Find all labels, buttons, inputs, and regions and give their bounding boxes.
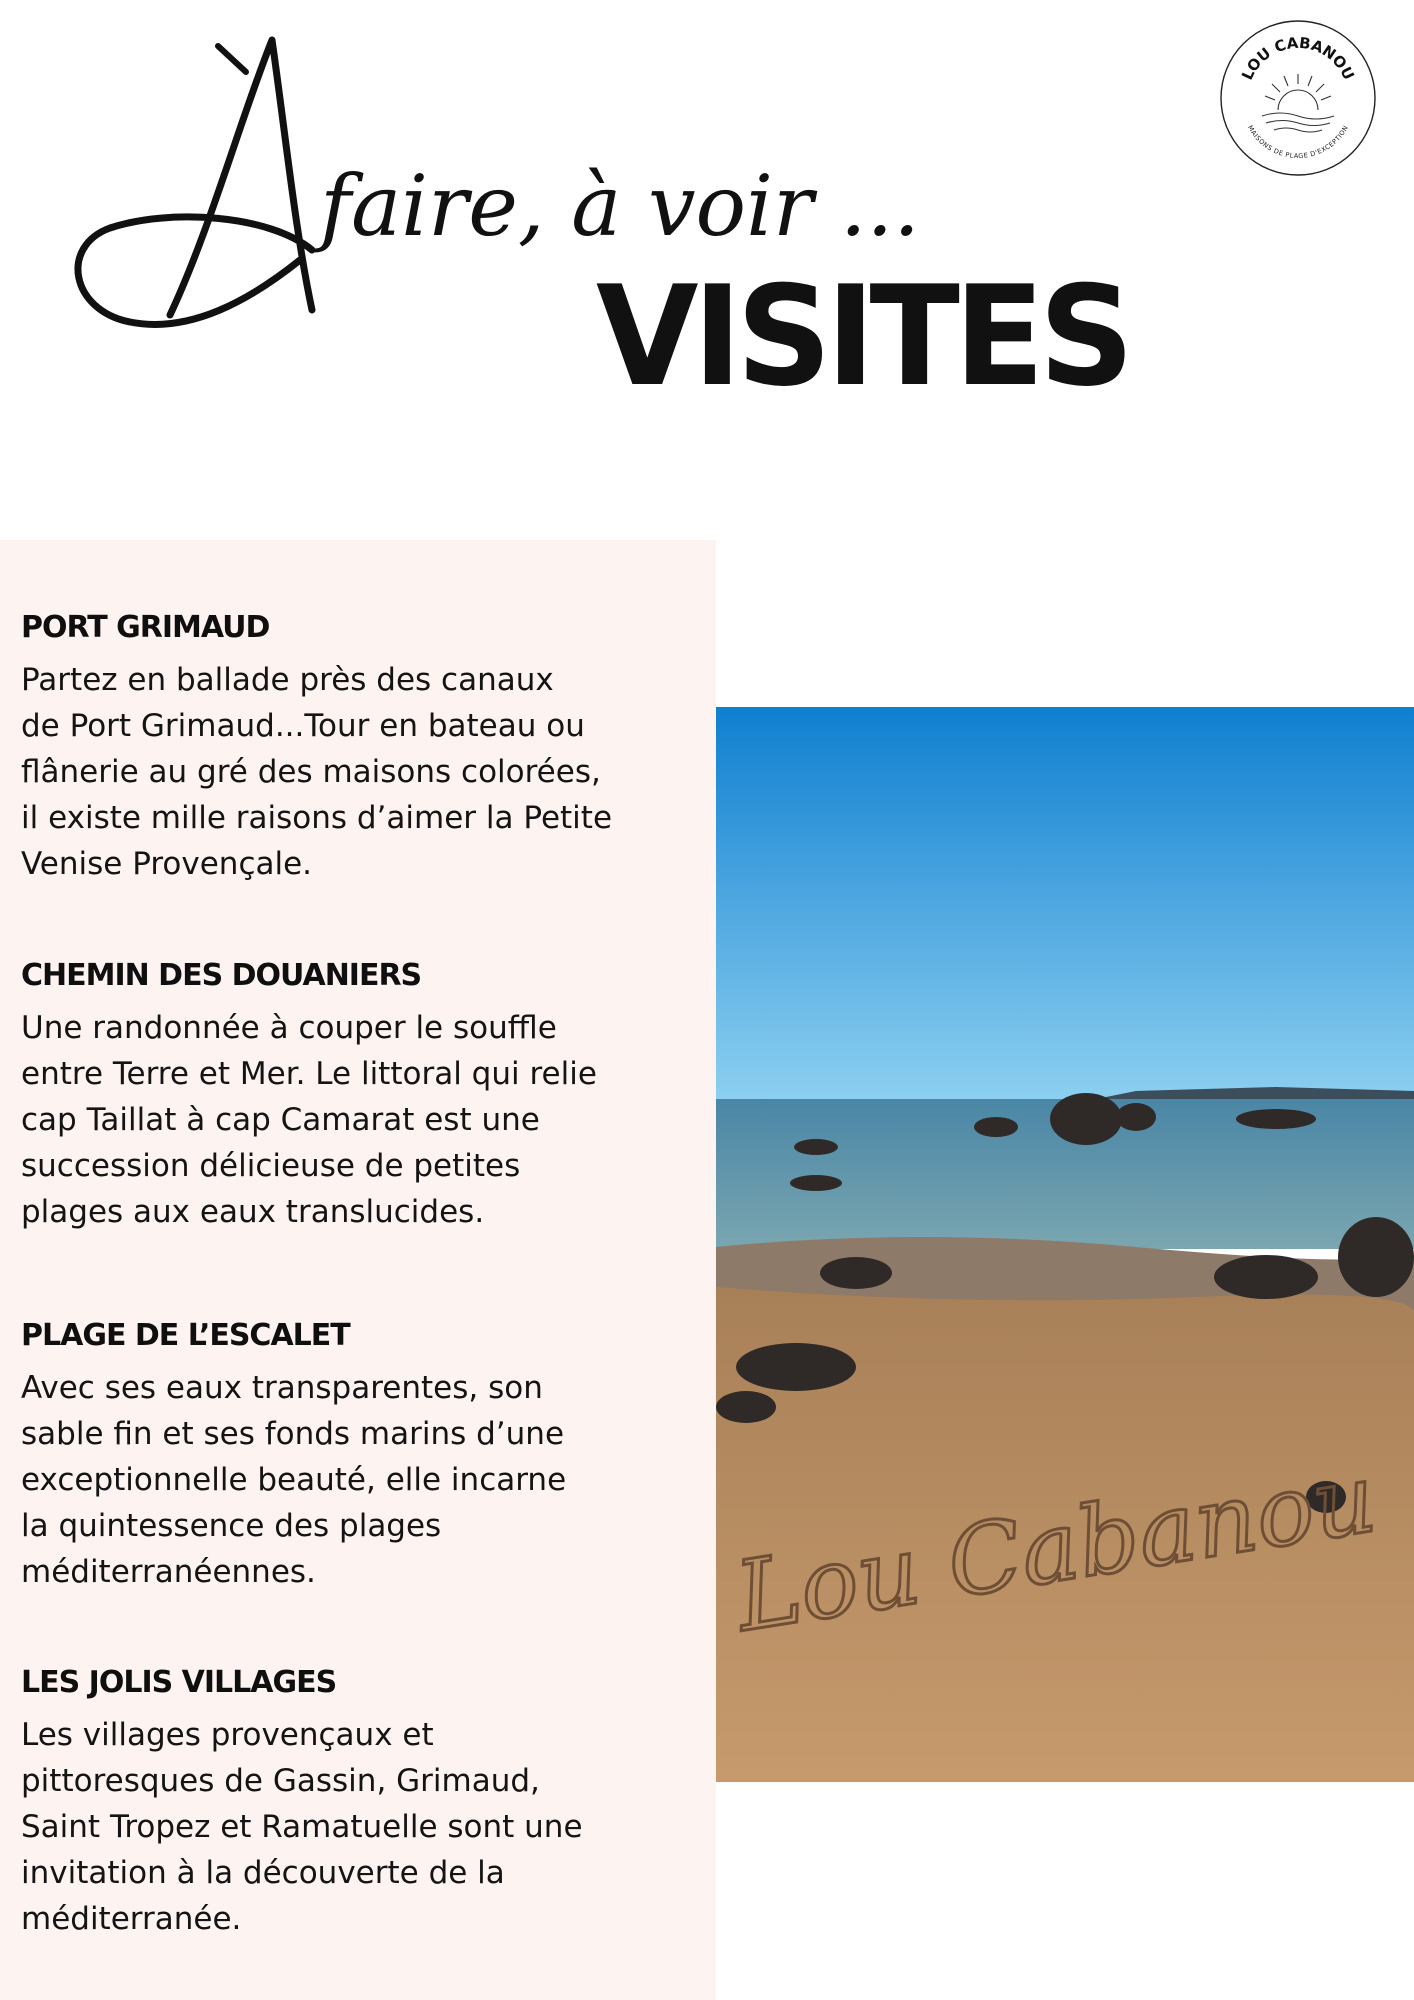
script-letter-a <box>78 40 312 324</box>
section-chemin-des-douaniers <box>21 958 691 1235</box>
section-title: LES JOLIS VILLAGES <box>21 1665 337 1700</box>
logo-tagline: MAISONS DE PLAGE D'EXCEPTION <box>1245 123 1351 161</box>
sand-writing: Lou Cabanou <box>728 1441 1383 1654</box>
brand-logo <box>1218 18 1378 178</box>
section-title: CHEMIN DES DOUANIERS <box>21 958 422 993</box>
section-les-jolis-villages <box>21 1665 691 1942</box>
page-title: VISITES <box>596 256 1129 417</box>
section-port-grimaud <box>21 610 691 887</box>
text-panel <box>0 540 716 2000</box>
section-body: Avec ses eaux transparentes, son sable fin et ses fonds marins d’une exceptionnelle beauté, elle incarne la quintessence des plages méditerranéennes. <box>21 1370 567 1590</box>
script-accent <box>218 46 246 72</box>
section-body: Les villages provençaux et pittoresques de Gassin, Grimaud, Saint Tropez et Ramatuelle sont une invitation à la découverte de la méditerranée. <box>21 1717 583 1937</box>
section-body: Une randonnée à couper le souffle entre Terre et Mer. Le littoral qui relie cap Taillat à cap Camarat est une succession délicieuse de petites plages aux eaux translucides. <box>21 1010 597 1230</box>
script-title-rest: faire, à voir ... <box>320 157 920 255</box>
logo-name: LOU CABANOU <box>1238 33 1358 83</box>
section-title: PORT GRIMAUD <box>21 610 270 645</box>
photo-sky <box>716 707 1414 1099</box>
section-body: Partez en ballade près des canaux de Port Grimaud...Tour en bateau ou flânerie au gré des maisons colorées, il existe mille raisons d’aimer la Petite Venise Provençale. <box>21 662 613 882</box>
section-plage-de-l-escalet <box>21 1318 691 1595</box>
section-title: PLAGE DE L’ESCALET <box>21 1318 350 1353</box>
beach-photo <box>716 707 1414 1782</box>
